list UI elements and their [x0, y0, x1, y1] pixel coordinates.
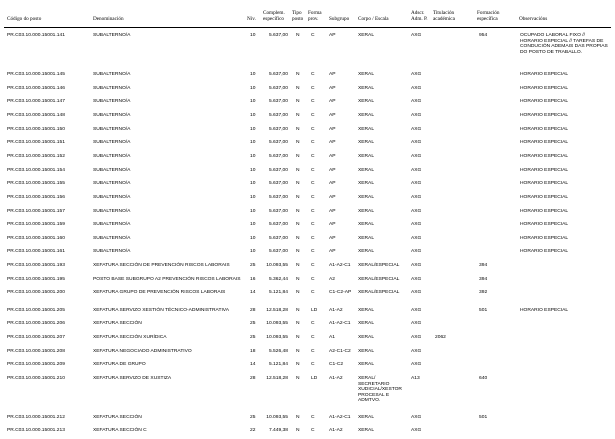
cell-subgroup: AP — [329, 236, 336, 241]
header-obs: Observacións — [519, 16, 548, 22]
cell-name: SUBALTERNO/A — [93, 209, 131, 214]
cell-body: XERAL — [358, 335, 375, 340]
cell-form: C — [311, 222, 315, 227]
cell-form: C — [311, 415, 315, 420]
cell-type: N — [296, 236, 300, 241]
cell-code: PR.C03.10.000.15001.206 — [7, 321, 65, 326]
cell-body: XERAL — [358, 362, 375, 367]
cell-code: PR.C03.10.000.15001.155 — [7, 181, 65, 186]
cell-level: 18 — [250, 349, 256, 354]
cell-training: 501 — [479, 415, 488, 420]
cell-comp: 12.518,28 — [266, 376, 288, 381]
cell-adsc: A13 — [411, 376, 420, 381]
cell-obs: HORARIO ESPECIAL — [520, 154, 569, 159]
cell-form: LD — [311, 376, 318, 381]
cell-name: SUBALTERNO/A — [93, 195, 131, 200]
cell-form: C — [311, 140, 315, 145]
cell-form: LD — [311, 308, 318, 313]
cell-adsc: AXG — [411, 236, 422, 241]
header-title-1: Titulación — [433, 10, 455, 16]
cell-comp: 5.637,00 — [268, 181, 288, 186]
cell-subgroup: AP — [329, 168, 336, 173]
cell-form: C — [311, 168, 315, 173]
cell-form: C — [311, 277, 315, 282]
cell-comp: 7.449,38 — [268, 428, 288, 433]
cell-name: XEFATURA SECCIÓN — [93, 415, 142, 420]
cell-type: N — [296, 33, 300, 38]
cell-code: PR.C03.10.000.15001.212 — [7, 415, 65, 420]
cell-adsc: AXG — [411, 222, 422, 227]
cell-form: C — [311, 127, 315, 132]
cell-body: XERAL — [358, 209, 375, 214]
cell-code: PR.C03.10.000.15001.152 — [7, 154, 65, 159]
cell-comp: 5.637,00 — [268, 140, 288, 145]
cell-body: XERAL — [358, 236, 375, 241]
cell-name: SUBALTERNO/A — [93, 168, 131, 173]
cell-level: 10 — [250, 113, 256, 118]
cell-name: SUBALTERNO/A — [93, 249, 131, 254]
cell-comp: 5.637,00 — [268, 99, 288, 104]
cell-comp: 5.637,00 — [268, 195, 288, 200]
cell-subgroup: A1-A2 — [329, 376, 343, 381]
cell-subgroup: AP — [329, 222, 336, 227]
cell-subgroup: A1-A2-C1 — [329, 263, 351, 268]
cell-level: 28 — [250, 376, 256, 381]
cell-subgroup: AP — [329, 33, 336, 38]
cell-body: XERAL — [358, 127, 375, 132]
cell-code: PR.C03.10.000.15001.156 — [7, 195, 65, 200]
cell-adsc: AXG — [411, 209, 422, 214]
cell-body: XERAL — [358, 154, 375, 159]
cell-name: SUBALTERNO/A — [93, 72, 131, 77]
cell-type: N — [296, 99, 300, 104]
cell-name: XEFATURA GRUPO DE PREVENCIÓN RISCOS LABORAIS — [93, 290, 226, 295]
cell-body: XERAL/ESPECIAL — [358, 290, 400, 295]
cell-name: POSTO BASE SUBGRUPO A2 PREVENCIÓN RISCOS LABORAIS — [93, 277, 241, 282]
cell-training: 394 — [479, 263, 488, 268]
cell-comp: 5.637,00 — [268, 168, 288, 173]
cell-type: N — [296, 362, 300, 367]
cell-code: PR.C03.10.000.15001.141 — [7, 33, 65, 38]
cell-comp: 5.121,84 — [268, 362, 288, 367]
header-training-1: Formación — [477, 10, 500, 16]
cell-form: C — [311, 181, 315, 186]
cell-name: XEFATURA SECCIÓN — [93, 321, 142, 326]
cell-type: N — [296, 140, 300, 145]
cell-level: 14 — [250, 362, 256, 367]
cell-type: N — [296, 222, 300, 227]
cell-body: XERAL — [358, 181, 375, 186]
cell-adsc: AXG — [411, 127, 422, 132]
cell-type: N — [296, 335, 300, 340]
cell-level: 25 — [250, 335, 256, 340]
cell-adsc: AXG — [411, 181, 422, 186]
cell-comp: 10.093,55 — [266, 263, 288, 268]
cell-obs: HORARIO ESPECIAL — [520, 249, 569, 254]
cell-comp: 10.093,55 — [266, 321, 288, 326]
cell-body: XERAL/ESPECIAL — [358, 277, 400, 282]
cell-name: XEFATURA SECCIÓN DE PREVENCIÓN RISCOS LABORAIS — [93, 263, 230, 268]
cell-code: PR.C03.10.000.15001.146 — [7, 86, 65, 91]
cell-form: C — [311, 321, 315, 326]
cell-name: XEFATURA SECCIÓN C — [93, 428, 147, 433]
cell-level: 10 — [250, 195, 256, 200]
cell-obs: HORARIO ESPECIAL — [520, 209, 569, 214]
cell-adsc: AXG — [411, 72, 422, 77]
cell-level: 10 — [250, 236, 256, 241]
cell-type: N — [296, 349, 300, 354]
cell-type: N — [296, 249, 300, 254]
cell-type: N — [296, 308, 300, 313]
cell-type: N — [296, 168, 300, 173]
cell-comp: 5.637,00 — [268, 33, 288, 38]
cell-title: 2062 — [435, 335, 446, 340]
cell-subgroup: AP — [329, 113, 336, 118]
cell-type: N — [296, 263, 300, 268]
header-comp-1: Complem. — [263, 10, 285, 16]
cell-adsc: AXG — [411, 249, 422, 254]
cell-type: N — [296, 321, 300, 326]
header-name: Denominación — [93, 16, 124, 22]
cell-level: 22 — [250, 428, 256, 433]
header-rule — [4, 27, 611, 28]
cell-adsc: AXG — [411, 154, 422, 159]
cell-comp: 5.637,00 — [268, 209, 288, 214]
cell-level: 10 — [250, 86, 256, 91]
cell-level: 25 — [250, 415, 256, 420]
cell-name: XEFATURA SERVIZO DE XUSTIZA — [93, 376, 172, 381]
cell-level: 10 — [250, 33, 256, 38]
cell-adsc: AXG — [411, 113, 422, 118]
cell-body: XERAL — [358, 349, 375, 354]
cell-level: 10 — [250, 140, 256, 145]
cell-type: N — [296, 195, 300, 200]
cell-form: C — [311, 263, 315, 268]
cell-adsc: AXG — [411, 168, 422, 173]
cell-level: 10 — [250, 72, 256, 77]
cell-code: PR.C03.10.000.15001.147 — [7, 99, 65, 104]
cell-code: PR.C03.10.000.15001.207 — [7, 335, 65, 340]
cell-code: PR.C03.10.000.15001.195 — [7, 277, 65, 282]
cell-level: 10 — [250, 181, 256, 186]
cell-obs: OCUPADO LABORAL FIXO // HORARIO ESPECIAL // TAREFAS DE CONDUCIÓN ADEMAIS DAS PROPIAS DO POSTO DE TRABALLO. — [520, 33, 608, 55]
cell-type: N — [296, 277, 300, 282]
cell-obs: HORARIO ESPECIAL — [520, 140, 569, 145]
cell-obs: HORARIO ESPECIAL — [520, 236, 569, 241]
cell-form: C — [311, 86, 315, 91]
cell-level: 14 — [250, 290, 256, 295]
cell-subgroup: AP — [329, 99, 336, 104]
cell-comp: 5.637,00 — [268, 236, 288, 241]
header-training-2: específica — [477, 16, 498, 22]
cell-name: SUBALTERNO/A — [93, 99, 131, 104]
cell-comp: 12.518,28 — [266, 308, 288, 313]
cell-name: SUBALTERNO/A — [93, 236, 131, 241]
cell-type: N — [296, 113, 300, 118]
cell-obs: HORARIO ESPECIAL — [520, 86, 569, 91]
cell-level: 10 — [250, 127, 256, 132]
cell-adsc: AXG — [411, 308, 422, 313]
cell-form: C — [311, 335, 315, 340]
cell-comp: 5.637,00 — [268, 86, 288, 91]
cell-body: XERAL — [358, 249, 375, 254]
cell-form: C — [311, 349, 315, 354]
cell-code: PR.C03.10.000.15001.161 — [7, 249, 65, 254]
cell-name: SUBALTERNO/A — [93, 154, 131, 159]
cell-name: SUBALTERNO/A — [93, 127, 131, 132]
header-type-1: Tipo — [292, 10, 302, 16]
cell-form: C — [311, 236, 315, 241]
cell-code: PR.C03.10.000.15001.145 — [7, 72, 65, 77]
cell-comp: 5.637,00 — [268, 113, 288, 118]
cell-adsc: AXG — [411, 33, 422, 38]
cell-obs: HORARIO ESPECIAL — [520, 99, 569, 104]
cell-level: 10 — [250, 154, 256, 159]
cell-type: N — [296, 154, 300, 159]
cell-comp: 5.637,00 — [268, 127, 288, 132]
cell-name: SUBALTERNO/A — [93, 33, 131, 38]
cell-adsc: AXG — [411, 428, 422, 433]
cell-adsc: AXG — [411, 362, 422, 367]
cell-comp: 5.526,48 — [268, 349, 288, 354]
cell-comp: 5.637,00 — [268, 249, 288, 254]
cell-obs: HORARIO ESPECIAL — [520, 308, 569, 313]
cell-type: N — [296, 86, 300, 91]
cell-level: 25 — [250, 263, 256, 268]
cell-training: 394 — [479, 277, 488, 282]
cell-level: 10 — [250, 209, 256, 214]
cell-body: XERAL — [358, 195, 375, 200]
cell-obs: HORARIO ESPECIAL — [520, 222, 569, 227]
cell-comp: 5.637,00 — [268, 154, 288, 159]
cell-adsc: AXG — [411, 86, 422, 91]
cell-type: N — [296, 376, 300, 381]
cell-level: 28 — [250, 308, 256, 313]
cell-form: C — [311, 33, 315, 38]
cell-code: PR.C03.10.000.15001.193 — [7, 263, 65, 268]
cell-form: C — [311, 428, 315, 433]
header-level: Niv. — [247, 16, 256, 22]
cell-code: PR.C03.10.000.15001.209 — [7, 362, 65, 367]
cell-type: N — [296, 72, 300, 77]
cell-subgroup: AP — [329, 127, 336, 132]
cell-name: SUBALTERNO/A — [93, 181, 131, 186]
header-comp-2: específico — [263, 16, 285, 22]
cell-code: PR.C03.10.000.15001.148 — [7, 113, 65, 118]
cell-training: 954 — [479, 33, 488, 38]
header-adsc-1: Adscr. — [411, 10, 425, 16]
cell-training: 501 — [479, 308, 488, 313]
cell-comp: 5.637,00 — [268, 222, 288, 227]
cell-subgroup: A2-C1-C2 — [329, 349, 351, 354]
cell-obs: HORARIO ESPECIAL — [520, 113, 569, 118]
cell-form: C — [311, 249, 315, 254]
cell-form: C — [311, 209, 315, 214]
cell-body: XERAL — [358, 222, 375, 227]
cell-comp: 5.637,00 — [268, 72, 288, 77]
cell-body: XERAL — [358, 308, 375, 313]
cell-subgroup: AP — [329, 72, 336, 77]
cell-adsc: AXG — [411, 349, 422, 354]
cell-name: XEFATURA SECCIÓN XURÍDICA — [93, 335, 167, 340]
cell-adsc: AXG — [411, 277, 422, 282]
cell-obs: HORARIO ESPECIAL — [520, 127, 569, 132]
cell-subgroup: C1-C2 — [329, 362, 344, 367]
cell-training: 392 — [479, 290, 488, 295]
cell-subgroup: AP — [329, 86, 336, 91]
cell-code: PR.C03.10.000.15001.150 — [7, 127, 65, 132]
cell-type: N — [296, 127, 300, 132]
cell-name: SUBALTERNO/A — [93, 86, 131, 91]
header-title-2: académica — [433, 16, 455, 22]
cell-subgroup: A1-A2-C1 — [329, 415, 351, 420]
cell-level: 10 — [250, 222, 256, 227]
cell-form: C — [311, 290, 315, 295]
cell-subgroup: AP — [329, 140, 336, 145]
cell-form: C — [311, 195, 315, 200]
cell-subgroup: C1-C2-AP — [329, 290, 352, 295]
cell-subgroup: AP — [329, 181, 336, 186]
cell-type: N — [296, 290, 300, 295]
cell-name: SUBALTERNO/A — [93, 222, 131, 227]
cell-level: 10 — [250, 168, 256, 173]
cell-form: C — [311, 99, 315, 104]
cell-subgroup: A2 — [329, 277, 335, 282]
cell-code: PR.C03.10.000.15001.208 — [7, 349, 65, 354]
cell-adsc: AXG — [411, 415, 422, 420]
cell-comp: 5.121,84 — [268, 290, 288, 295]
cell-name: SUBALTERNO/A — [93, 113, 131, 118]
cell-code: PR.C03.10.000.15001.200 — [7, 290, 65, 295]
cell-body: XERAL — [358, 415, 375, 420]
cell-adsc: AXG — [411, 321, 422, 326]
cell-code: PR.C03.10.000.15001.160 — [7, 236, 65, 241]
cell-form: C — [311, 113, 315, 118]
header-type-2: posto — [292, 16, 304, 22]
header-code: Código do posto — [7, 16, 42, 22]
cell-comp: 5.362,44 — [268, 277, 288, 282]
cell-obs: HORARIO ESPECIAL — [520, 195, 569, 200]
cell-body: XERAL — [358, 168, 375, 173]
header-subgroup: Subgrupo — [329, 16, 350, 22]
header-form-1: Forma — [308, 10, 322, 16]
cell-subgroup: A1 — [329, 335, 335, 340]
cell-body: XERAL — [358, 140, 375, 145]
header-form-2: prov. — [308, 16, 319, 22]
cell-subgroup: AP — [329, 249, 336, 254]
cell-name: SUBALTERNO/A — [93, 140, 131, 145]
cell-subgroup: AP — [329, 209, 336, 214]
cell-subgroup: AP — [329, 195, 336, 200]
cell-level: 10 — [250, 249, 256, 254]
cell-form: C — [311, 154, 315, 159]
cell-body: XERAL — [358, 99, 375, 104]
cell-name: XEFATURA NEGOCIADO ADMINISTRATIVO — [93, 349, 192, 354]
cell-code: PR.C03.10.000.15001.210 — [7, 376, 65, 381]
cell-subgroup: A1-A2 — [329, 428, 343, 433]
cell-code: PR.C03.10.000.15001.157 — [7, 209, 65, 214]
cell-body: XERAL — [358, 113, 375, 118]
cell-type: N — [296, 415, 300, 420]
cell-obs: HORARIO ESPECIAL — [520, 72, 569, 77]
cell-name: XEFATURA DE GRUPO — [93, 362, 146, 367]
cell-body: XERAL — [358, 321, 375, 326]
cell-code: PR.C03.10.000.15001.151 — [7, 140, 65, 145]
cell-body: XERAL/ESPECIAL — [358, 263, 400, 268]
header-adsc-2: Adm. P. — [411, 16, 428, 22]
header-body: Corpo / Escala — [358, 16, 389, 22]
cell-adsc: AXG — [411, 335, 422, 340]
cell-form: C — [311, 362, 315, 367]
cell-subgroup: AP — [329, 154, 336, 159]
cell-adsc: AXG — [411, 290, 422, 295]
cell-name: XEFATURA SERVIZO XESTIÓN TÉCNICO-ADMINISTRATIVA — [93, 308, 229, 313]
cell-obs: HORARIO ESPECIAL — [520, 181, 569, 186]
cell-comp: 10.093,55 — [266, 415, 288, 420]
cell-obs: HORARIO ESPECIAL — [520, 168, 569, 173]
cell-code: PR.C03.10.000.15001.205 — [7, 308, 65, 313]
cell-type: N — [296, 428, 300, 433]
cell-subgroup: A1-A2-C1 — [329, 321, 351, 326]
cell-body: XERAL — [358, 86, 375, 91]
cell-body: XERAL — [358, 428, 375, 433]
cell-comp: 10.093,55 — [266, 335, 288, 340]
cell-level: 16 — [250, 277, 256, 282]
cell-subgroup: A1-A2 — [329, 308, 343, 313]
cell-code: PR.C03.10.000.15001.159 — [7, 222, 65, 227]
cell-form: C — [311, 72, 315, 77]
cell-adsc: AXG — [411, 140, 422, 145]
cell-adsc: AXG — [411, 263, 422, 268]
cell-training: 640 — [479, 376, 488, 381]
cell-type: N — [296, 209, 300, 214]
cell-body: XERAL/ SECRETARIO XUDICIAL/XESTOR PROCESAL E ADMTVO. — [358, 376, 402, 404]
cell-adsc: AXG — [411, 99, 422, 104]
cell-code: PR.C03.10.000.15001.154 — [7, 168, 65, 173]
cell-type: N — [296, 181, 300, 186]
cell-level: 25 — [250, 321, 256, 326]
cell-level: 10 — [250, 99, 256, 104]
cell-body: XERAL — [358, 72, 375, 77]
cell-body: XERAL — [358, 33, 375, 38]
cell-adsc: AXG — [411, 195, 422, 200]
cell-code: PR.C03.10.000.15001.213 — [7, 428, 65, 433]
